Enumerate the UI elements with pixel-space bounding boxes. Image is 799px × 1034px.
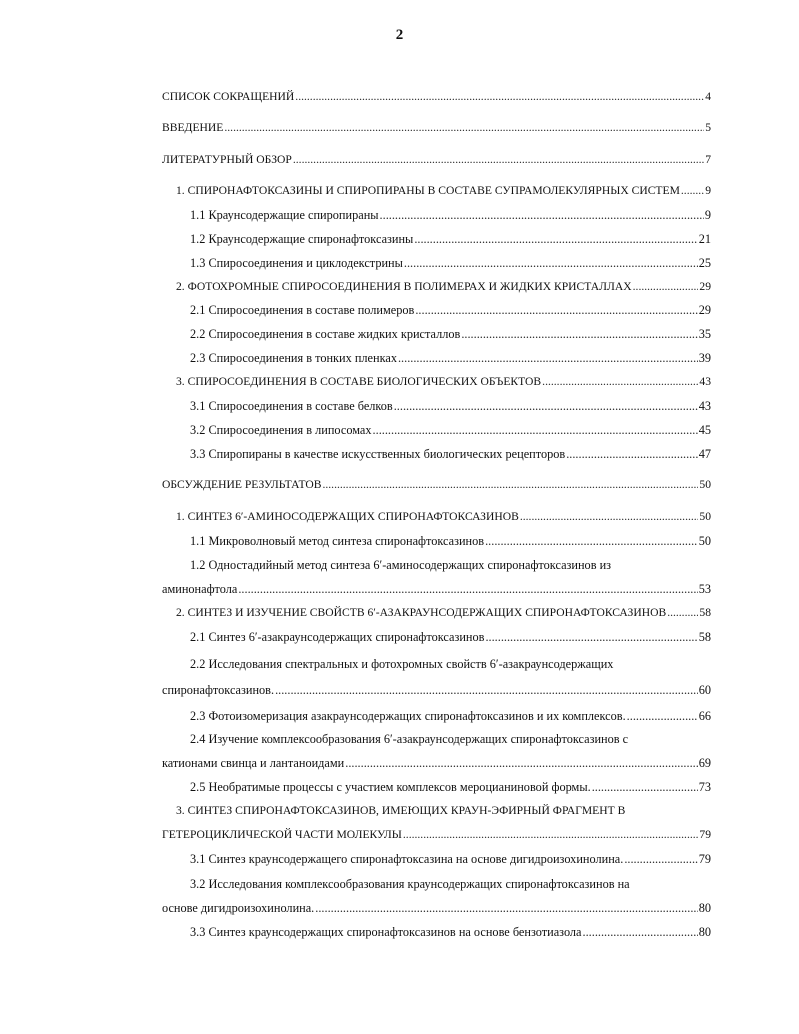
toc-entry-lit-2-1 bbox=[190, 302, 711, 318]
toc-entry-title: СПИСОК СОКРАЩЕНИЙ bbox=[162, 90, 295, 103]
toc-entry-lit-2-3 bbox=[190, 350, 711, 366]
toc-entry-page: 43 bbox=[698, 399, 711, 413]
leader-dots bbox=[414, 231, 697, 247]
toc-entry-introduction bbox=[162, 120, 711, 136]
toc-entry-page: 7 bbox=[705, 153, 711, 166]
leader-dots bbox=[380, 207, 704, 223]
leader-dots bbox=[592, 779, 698, 795]
leader-dots bbox=[238, 581, 697, 597]
toc-entry-title: 2.3 Спиросоединения в тонких пленках bbox=[190, 351, 397, 365]
toc-entry-res-1 bbox=[176, 509, 711, 525]
toc-entry-res-2-4 bbox=[162, 755, 711, 771]
page-number: 2 bbox=[395, 27, 404, 43]
toc-entry-title: 3.1 Спиросоединения в составе белков bbox=[190, 399, 393, 413]
toc-entry-page: 53 bbox=[698, 582, 711, 596]
leader-dots bbox=[461, 326, 697, 342]
toc-entry-title: 2. СИНТЕЗ И ИЗУЧЕНИЕ СВОЙСТВ 6′-АЗАКРАУНСОДЕРЖАЩИХ СПИРОНАФТОКСАЗИНОВ bbox=[176, 606, 667, 619]
toc-entry-res-1-2-line1: 1.2 Одностадийный метод синтеза 6′-аминосодержащих спиронафтоксазинов из bbox=[190, 558, 612, 572]
toc-entry-title: 2.1 Синтез 6′-азакраунсодержащих спиронафтоксазинов bbox=[190, 630, 485, 644]
toc-entry-page: 79 bbox=[699, 828, 711, 841]
leader-dots bbox=[295, 89, 704, 105]
toc-entry-page: 47 bbox=[698, 447, 711, 461]
toc-entry-page: 9 bbox=[705, 184, 711, 197]
toc-entry-page: 60 bbox=[698, 683, 711, 697]
toc-entry-res-2-4-line1: 2.4 Изучение комплексообразования 6′-азакраунсодержащих спиронафтоксазинов с bbox=[190, 732, 629, 746]
toc-entry-title: 3.2 Спиросоединения в липосомах bbox=[190, 423, 372, 437]
toc-entry-page: 35 bbox=[698, 327, 711, 341]
toc-entry-res-1-1 bbox=[190, 533, 711, 549]
toc-entry-title: 1.1 Краунсодержащие спиропираны bbox=[190, 208, 379, 222]
toc-entry-page: 5 bbox=[705, 121, 711, 134]
toc-entry-title: 1.2 Краунсодержащие спиронафтоксазины bbox=[190, 232, 414, 246]
toc-entry-page: 39 bbox=[698, 351, 711, 365]
toc-entry-res-2-1 bbox=[190, 629, 711, 645]
toc-entry-title: аминонафтола bbox=[162, 582, 238, 596]
toc-entry-lit-1-2 bbox=[190, 231, 711, 247]
leader-dots bbox=[583, 924, 698, 940]
toc-entry-page: 80 bbox=[698, 925, 711, 939]
toc-entry-literature-review bbox=[162, 152, 711, 168]
toc-entry-title: 2.2 Спиросоединения в составе жидких кристаллов bbox=[190, 327, 461, 341]
toc-entry-lit-2-2 bbox=[190, 326, 711, 342]
toc-entry-lit-3-2 bbox=[190, 422, 711, 438]
leader-dots bbox=[322, 477, 698, 493]
toc-entry-page: 50 bbox=[699, 510, 711, 523]
leader-dots bbox=[633, 279, 699, 295]
leader-dots bbox=[404, 255, 698, 271]
leader-dots bbox=[293, 152, 704, 168]
toc-entry-lit-1-1 bbox=[190, 207, 711, 223]
leader-dots bbox=[315, 900, 697, 916]
toc-entry-lit-3 bbox=[176, 374, 711, 390]
toc-entry-title: 3.3 Синтез краунсодержащих спиронафтоксазинов на основе бензотиазола bbox=[190, 925, 582, 939]
toc-entry-title: ГЕТЕРОЦИКЛИЧЕСКОЙ ЧАСТИ МОЛЕКУЛЫ bbox=[162, 828, 402, 841]
toc-entry-page: 50 bbox=[699, 478, 711, 491]
toc-entry-page: 29 bbox=[698, 303, 711, 317]
toc-entry-page: 58 bbox=[699, 606, 711, 619]
leader-dots bbox=[403, 827, 699, 843]
toc-entry-title: 2. ФОТОХРОМНЫЕ СПИРОСОЕДИНЕНИЯ В ПОЛИМЕРАХ И ЖИДКИХ КРИСТАЛЛАХ bbox=[176, 280, 632, 293]
leader-dots bbox=[667, 605, 698, 621]
toc-entry-title: 2.3 Фотоизомеризация азакраунсодержащих спиронафтоксазинов и их комплексов. bbox=[190, 709, 626, 723]
toc-entry-page: 79 bbox=[698, 852, 711, 866]
toc-entry-page: 4 bbox=[705, 90, 711, 103]
toc-entry-res-2-2-line1: 2.2 Исследования спектральных и фотохромных свойств 6′-азакраунсодержащих bbox=[190, 657, 614, 671]
toc-entry-title: 2.5 Необратимые процессы с участием комплексов мероцианиновой формы. bbox=[190, 780, 591, 794]
toc-entry-res-2-2 bbox=[162, 682, 711, 698]
toc-entry-title: 1.3 Спиросоединения и циклодекстрины bbox=[190, 256, 403, 270]
leader-dots bbox=[681, 183, 704, 199]
toc-entry-page: 29 bbox=[699, 280, 711, 293]
toc-entry-title: ВВЕДЕНИЕ bbox=[162, 121, 224, 134]
toc-entry-res-2 bbox=[176, 605, 711, 621]
leader-dots bbox=[345, 755, 697, 771]
leader-dots bbox=[624, 851, 697, 867]
toc-entry-title: 1. СПИРОНАФТОКСАЗИНЫ И СПИРОПИРАНЫ В СОСТАВЕ СУПРАМОЛЕКУЛЯРНЫХ СИСТЕМ bbox=[176, 184, 680, 197]
toc-entry-page: 45 bbox=[698, 423, 711, 437]
toc-entry-page: 43 bbox=[699, 375, 711, 388]
toc-entry-title: спиронафтоксазинов. bbox=[162, 683, 275, 697]
toc-entry-lit-1-3 bbox=[190, 255, 711, 271]
toc-entry-page: 69 bbox=[698, 756, 711, 770]
toc-entry-title: ЛИТЕРАТУРНЫЙ ОБЗОР bbox=[162, 153, 292, 166]
leader-dots bbox=[275, 682, 698, 698]
leader-dots bbox=[398, 350, 698, 366]
toc-entry-title: 3. СПИРОСОЕДИНЕНИЯ В СОСТАВЕ БИОЛОГИЧЕСКИХ ОБЪЕКТОВ bbox=[176, 375, 542, 388]
toc-entry-lit-3-3 bbox=[190, 446, 711, 462]
toc-entry-title: 1.1 Микроволновый метод синтеза спиронафтоксазинов bbox=[190, 534, 485, 548]
toc-entry-res-3-2 bbox=[162, 900, 711, 916]
toc-entry-page: 73 bbox=[698, 780, 711, 794]
toc-entry-res-3-line1: 3. СИНТЕЗ СПИРОНАФТОКСАЗИНОВ, ИМЕЮЩИХ КРАУН-ЭФИРНЫЙ ФРАГМЕНТ В bbox=[176, 804, 626, 817]
toc-entry-title: ОБСУЖДЕНИЕ РЕЗУЛЬТАТОВ bbox=[162, 478, 322, 491]
leader-dots bbox=[627, 708, 698, 724]
leader-dots bbox=[566, 446, 698, 462]
toc-entry-res-2-3 bbox=[190, 708, 711, 724]
toc-entry-res-3-3 bbox=[190, 924, 711, 940]
leader-dots bbox=[224, 120, 704, 136]
leader-dots bbox=[485, 629, 697, 645]
toc-entry-page: 50 bbox=[698, 534, 711, 548]
leader-dots bbox=[394, 398, 698, 414]
leader-dots bbox=[415, 302, 697, 318]
toc-entry-title: основе дигидроизохинолина. bbox=[162, 901, 315, 915]
toc-entry-title: 3.3 Спиропираны в качестве искусственных биологических рецепторов bbox=[190, 447, 566, 461]
toc-entry-res-2-5 bbox=[190, 779, 711, 795]
toc-entry-page: 25 bbox=[698, 256, 711, 270]
leader-dots bbox=[485, 533, 698, 549]
toc-entry-page: 58 bbox=[698, 630, 711, 644]
toc-entry-page: 9 bbox=[704, 208, 711, 222]
toc-entry-lit-3-1 bbox=[190, 398, 711, 414]
toc-entry-res-3-1 bbox=[190, 851, 711, 867]
toc-entry-title: 2.1 Спиросоединения в составе полимеров bbox=[190, 303, 415, 317]
toc-entry-abbreviations bbox=[162, 89, 711, 105]
leader-dots bbox=[542, 374, 698, 390]
leader-dots bbox=[373, 422, 698, 438]
toc-entry-page: 21 bbox=[698, 232, 711, 246]
toc-entry-lit-1 bbox=[176, 183, 711, 199]
toc-entry-page: 80 bbox=[698, 901, 711, 915]
toc-entry-title: 1. СИНТЕЗ 6′-АМИНОСОДЕРЖАЩИХ СПИРОНАФТОКСАЗИНОВ bbox=[176, 510, 519, 523]
toc-entry-title: 3.1 Синтез краунсодержащего спиронафтоксазина на основе дигидроизохинолина. bbox=[190, 852, 624, 866]
toc-entry-res-3 bbox=[162, 827, 711, 843]
toc-entry-res-3-2-line1: 3.2 Исследования комплексообразования краунсодержащих спиронафтоксазинов на bbox=[190, 877, 630, 891]
toc-entry-res-1-2 bbox=[162, 581, 711, 597]
toc-entry-lit-2 bbox=[176, 279, 711, 295]
toc-entry-results bbox=[162, 477, 711, 493]
toc-entry-title: катионами свинца и лантаноидами bbox=[162, 756, 345, 770]
leader-dots bbox=[520, 509, 699, 525]
toc-entry-page: 66 bbox=[698, 709, 711, 723]
